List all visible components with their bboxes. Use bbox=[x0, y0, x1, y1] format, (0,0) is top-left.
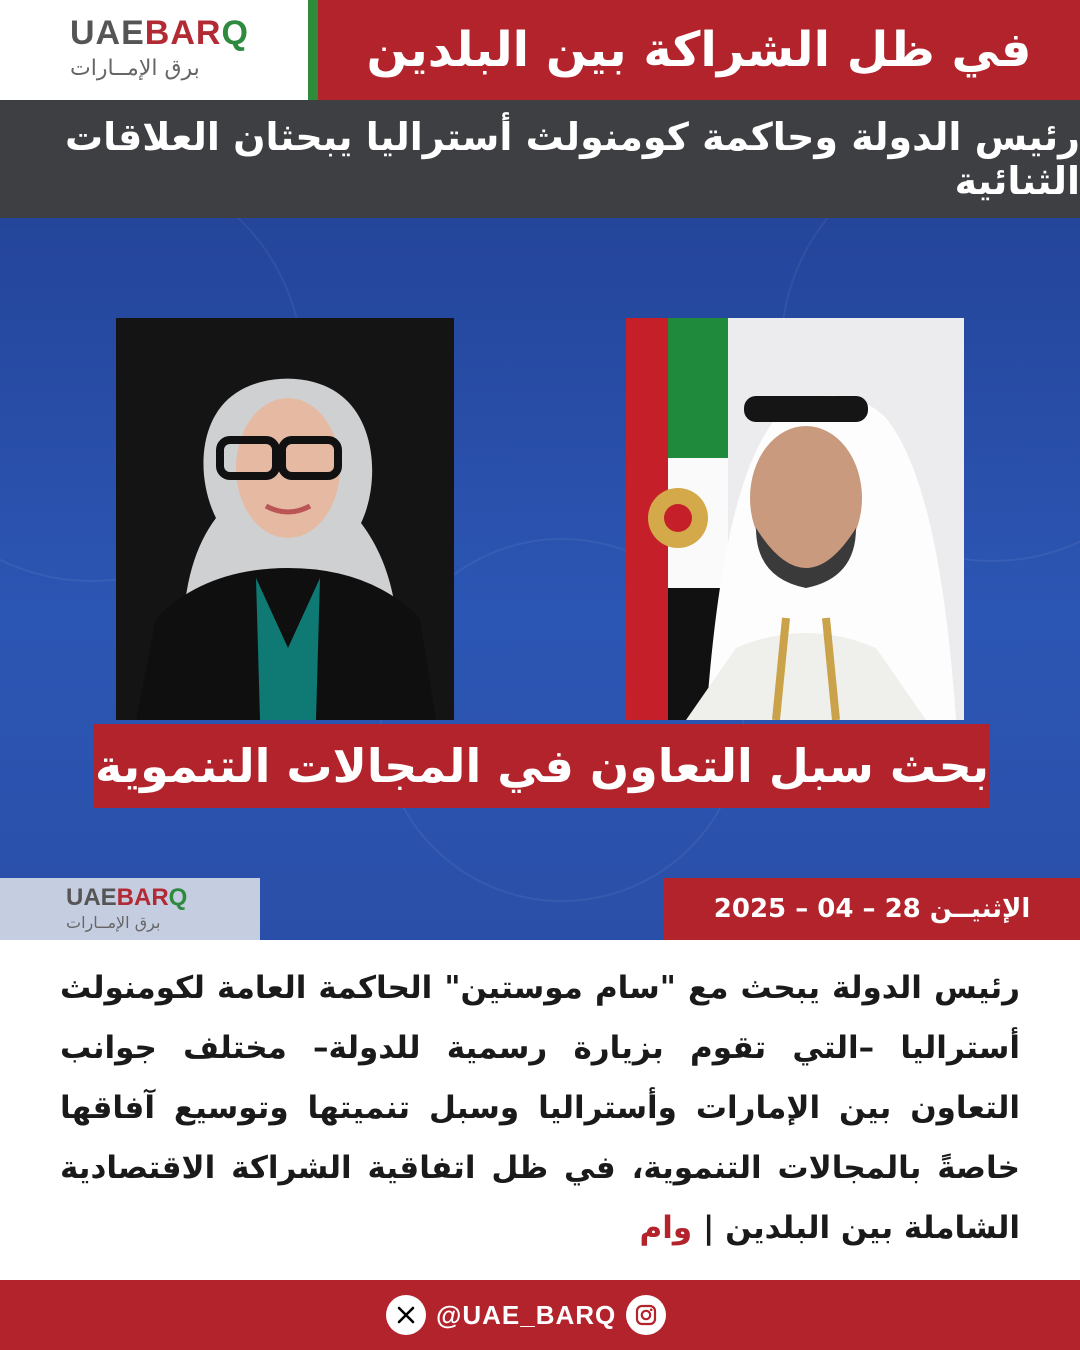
portrait-left bbox=[116, 318, 454, 720]
watermark-arabic-text: برق الإمــارات bbox=[66, 913, 161, 932]
portrait-left-image bbox=[116, 318, 454, 720]
photo-caption bbox=[94, 724, 990, 808]
article-source: وام bbox=[639, 1210, 693, 1246]
headline-subtitle: رئيس الدولة وحاكمة كومنولث أستراليا يبحثان العلاقات الثنائية bbox=[64, 115, 1080, 203]
watermark-logo bbox=[0, 878, 260, 940]
portrait-right bbox=[626, 318, 964, 720]
social-handle[interactable]: @UAE_BARQ bbox=[436, 1299, 617, 1330]
subtitle-banner bbox=[0, 100, 1080, 218]
source-separator: | bbox=[692, 1210, 726, 1246]
portrait-right-image bbox=[626, 318, 964, 720]
green-accent-strip bbox=[308, 0, 318, 100]
article-text: رئيس الدولة يبحث مع "سام موستين" الحاكمة العامة لكومنولث أستراليا –التي تقوم بزيارة رسمية للدولة– مختلف جوانب التعاون بين الإمارات وأستراليا وسبل تنميتها وتوسيع آفاقها خاصةً بالمجالات التنموية، في ظل اتفاقية الشراكة الاقتصادية الشاملة بين البلدين bbox=[60, 970, 1020, 1246]
date-badge bbox=[664, 878, 1080, 940]
article-body bbox=[60, 958, 1020, 1258]
date-text: الإثنيــن 28 – 04 – 2025 bbox=[713, 894, 1031, 924]
emblem-icon bbox=[648, 488, 708, 548]
instagram-icon[interactable] bbox=[626, 1295, 666, 1335]
x-icon[interactable] bbox=[386, 1295, 426, 1335]
logo-arabic-text: برق الإمــارات bbox=[70, 56, 200, 81]
photo-caption-text: بحث سبل التعاون في المجالات التنموية bbox=[94, 739, 990, 793]
photo-area bbox=[0, 218, 1080, 940]
watermark-latin-text: UAEBARQ bbox=[66, 884, 188, 911]
brand-logo bbox=[0, 0, 308, 100]
headline-title: في ظل الشراكة بين البلدين bbox=[366, 22, 1032, 78]
footer-bar bbox=[0, 1280, 1080, 1350]
logo-latin-text: UAEBARQ bbox=[70, 14, 249, 52]
social-row bbox=[386, 1293, 666, 1337]
headline-banner bbox=[318, 0, 1080, 100]
